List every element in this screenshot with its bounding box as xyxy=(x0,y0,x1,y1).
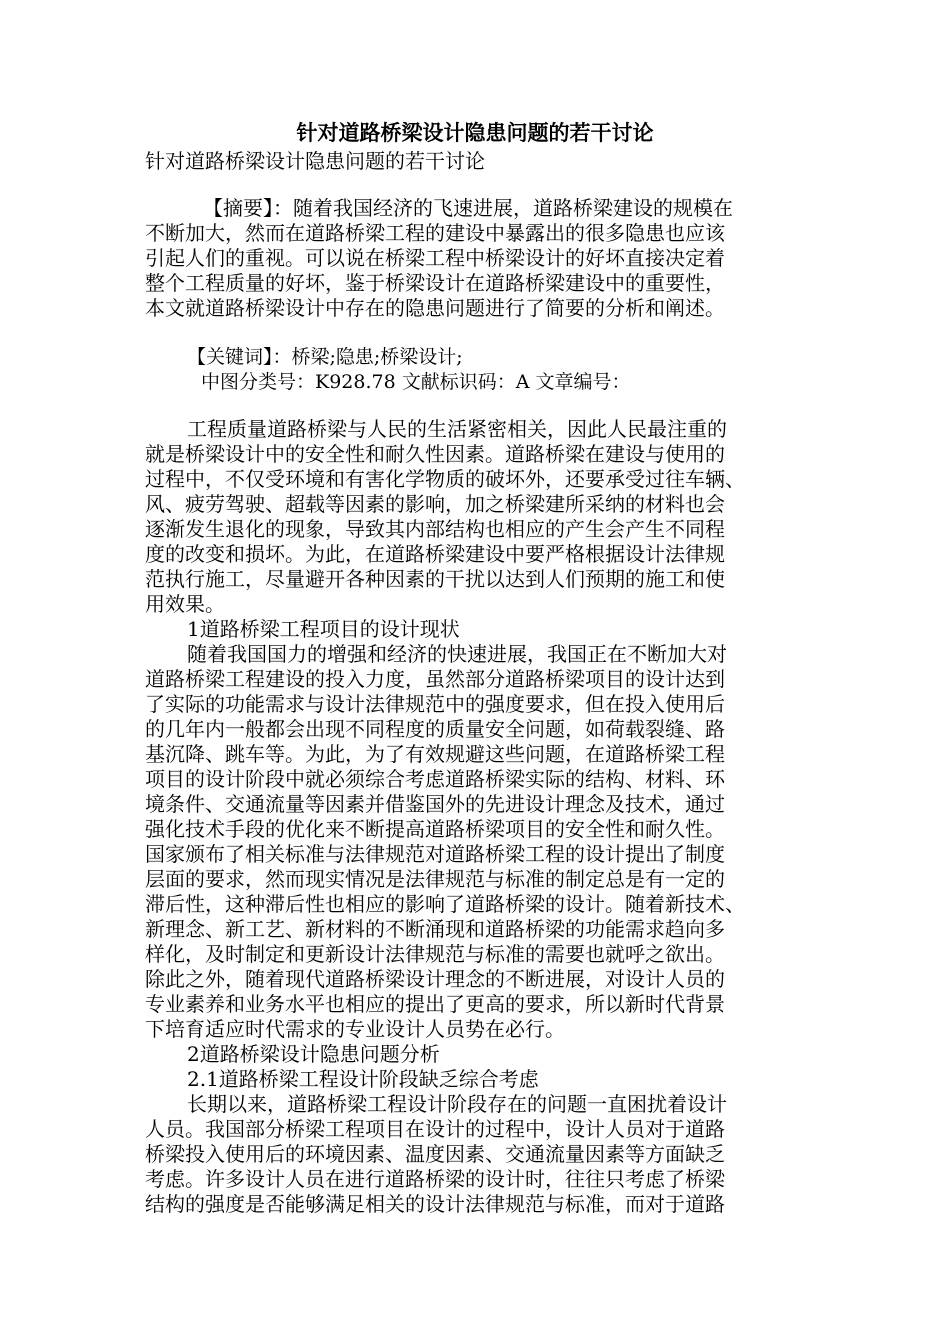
document-title: 针对道路桥梁设计隐患问题的若干讨论 xyxy=(296,120,654,145)
body-paragraph-1: 工程质量道路桥梁与人民的生活紧密相关，因此人民最注重的 就是桥梁设计中的安全性和耐久性因素。道路桥梁在建设与使用的 过程中，不仅受环境和有害化学物质的破坏外，还要承受过往车辆、 风、疲劳驾驶、超载等因素的影响，加之桥梁建所采纳的材料也会 逐渐发生退化的现象，导致其内部结构也相应的产生会产生不同程 度的改变和损坏。为此，在道路桥梁建设中要严格根据设计法律规 范执行施工，尽量避开各种因素的干扰以达到人们预期的施工和使 用效果。 xyxy=(145,417,745,616)
body-paragraph-3: 长期以来，道路桥梁工程设计阶段存在的问题一直困扰着设计 人员。我国部分桥梁工程项目在设计的过程中，设计人员对于道路 桥梁投入使用后的环境因素、温度因素、交通流量因素等方面缺乏 考虑。许多设计人员在进行道路桥梁的设计时，往往只考虑了桥梁 结构的强度是否能够满足相关的设计法律规范与标准，而对于道路 xyxy=(145,1092,727,1216)
abstract-paragraph: 【摘要】：随着我国经济的飞速进展，道路桥梁建设的规模在 不断加大，然而在道路桥梁工程的建设中暴露出的很多隐患也应该 引起人们的重视。可以说在桥梁工程中桥梁设计的好坏直接决定着 整个工程质量的好坏，鉴于桥梁设计在道路桥梁建设中的重要性， 本文就道路桥梁设计中存在的隐患问题进行了简要的分析和阐述。 xyxy=(145,196,733,320)
document-subtitle: 针对道路桥梁设计隐患问题的若干讨论 xyxy=(145,149,485,173)
document-page xyxy=(145,118,805,1217)
section-heading-1: 1道路桥梁工程项目的设计现状 xyxy=(187,617,460,641)
classification-line: 中图分类号：K928.78 文献标识码：A 文章编号： xyxy=(201,371,631,393)
body-paragraph-2: 随着我国国力的增强和经济的快速进展，我国正在不断加大对 道路桥梁工程建设的投入力度，虽然部分道路桥梁项目的设计达到 了实际的功能需求与设计法律规范中的强度要求，但在投入使用后 的几年内一般都会出现不同程度的质量安全问题，如荷载裂缝、路 基沉降、跳车等。为此，为了有效规避这些问题，在道路桥梁工程 项目的设计阶段中就必须综合考虑道路桥梁实际的结构、材料、环 境条件、交通流量等因素并借鉴国外的先进设计理念及技术，通过 强化技术手段的优化来不断提高道路桥梁项目的安全性和耐久性。 国家颁布了相关标准与法律规范对道路桥梁工程的设计提出了制度 层面的要求，然而现实情况是法律规范与标准的制定总是有一定的 滞后性，这种滞后性也相应的影响了道路桥梁的设计。随着新技术、 新理念、新工艺、新材料的不断涌现和道路桥梁的功能需求趋向多 样化，及时制定和更新设计法律规范与标准的需要也就呼之欲出。 除此之外，随着现代道路桥梁设计理念的不断进展，对设计人员的 专业素养和业务水平也相应的提出了更高的要求，所以新时代背景 下培育适应时代需求的专业设计人员势在必行。 xyxy=(145,642,745,1041)
subsection-heading-2-1: 2.1道路桥梁工程设计阶段缺乏综合考虑 xyxy=(187,1067,539,1091)
keywords-line: 【关键词】：桥梁;隐患;桥梁设计; xyxy=(187,346,463,368)
section-heading-2: 2道路桥梁设计隐患问题分析 xyxy=(187,1042,440,1066)
